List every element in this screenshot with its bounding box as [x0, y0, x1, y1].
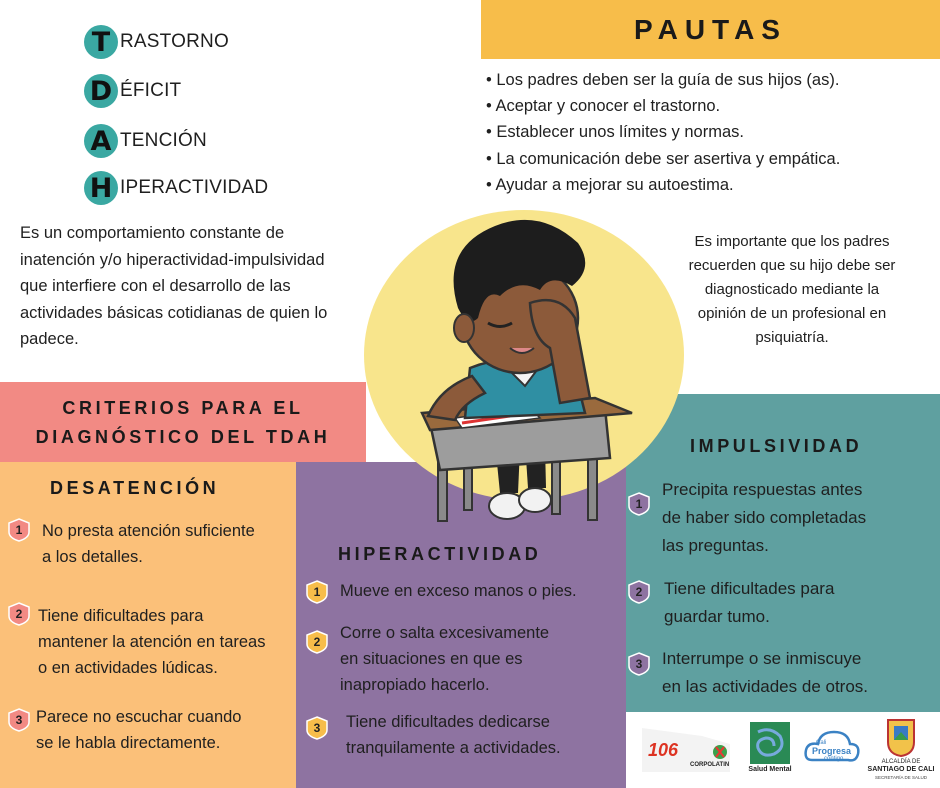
impulsividad-item-3: [662, 645, 868, 701]
number-badge-icon: [8, 518, 30, 542]
acronym-letter: H: [84, 171, 118, 205]
alcaldia-cali-logo: [866, 718, 936, 786]
pautas-item: • Los padres deben ser la guía de sus hijos (as).: [486, 67, 936, 93]
item-line: las preguntas.: [662, 536, 769, 555]
cali-progresa-logo: [804, 726, 860, 776]
acronym-word: ÉFICIT: [120, 80, 182, 101]
badge-number: 1: [635, 497, 643, 511]
definition-line: inatención y/o hiperactividad-impulsividad: [20, 250, 325, 269]
acronym-row-d: [84, 73, 181, 109]
item-line: en situaciones en que es: [340, 650, 523, 668]
badge-number: 1: [313, 585, 321, 599]
badge-number: 2: [313, 635, 321, 649]
pautas-item: • La comunicación debe ser asertiva y empática.: [486, 146, 936, 172]
item-line: se le habla directamente.: [36, 734, 221, 752]
number-badge-icon: [628, 580, 650, 604]
criterios-title: [0, 394, 366, 452]
impulsividad-title: IMPULSIVIDAD: [690, 436, 863, 456]
item-line: inapropiado hacerlo.: [340, 676, 490, 694]
hiperactividad-title: HIPERACTIVIDAD: [338, 544, 542, 564]
hiperactividad-item-1: [340, 578, 577, 604]
note-line: diagnosticado mediante la: [704, 281, 880, 298]
criterios-line: CRITERIOS PARA EL: [62, 398, 304, 418]
item-line: a los detalles.: [42, 548, 143, 566]
item-line: Corre o salta excesivamente: [340, 624, 550, 642]
definition-line: Es un comportamiento constante de: [20, 224, 285, 242]
item-line: Tiene dificultades para: [38, 607, 204, 625]
definition-line: que interfiere con el desarrollo de las: [20, 277, 291, 295]
desatencion-title: DESATENCIÓN: [50, 478, 220, 498]
logo-text: SECRETARÍA DE SALUD: [875, 775, 927, 780]
acronym-letter: D: [84, 74, 118, 108]
acronym-word: IPERACTIVIDAD: [120, 177, 269, 198]
acronym-row-a: [84, 123, 207, 159]
number-badge-icon: [8, 602, 30, 626]
impulsividad-item-2: [664, 575, 834, 631]
acronym-letter: A: [84, 124, 118, 158]
logo-text: Cali: [816, 740, 827, 746]
item-line: o en actividades lúdicas.: [38, 659, 218, 677]
logo-text: 106: [648, 740, 679, 760]
acronym-word: RASTORNO: [120, 31, 229, 52]
item-line: Parece no escuchar cuando: [36, 708, 242, 726]
note-line: recuerden que su hijo debe ser: [688, 257, 896, 274]
item-line: mantener la atención en tareas: [38, 633, 266, 651]
definition-line: padece.: [20, 330, 79, 348]
item-line: Precipita respuestas antes: [662, 480, 863, 499]
salud-mental-logo-icon: [746, 722, 794, 768]
logo-text: SANTIAGO DE CALI: [867, 766, 935, 773]
number-badge-icon: [628, 652, 650, 676]
item-line: No presta atención suficiente: [42, 522, 255, 540]
logo-text: Progresa: [812, 746, 852, 756]
item-line: Interrumpe o se inmiscuye: [662, 649, 862, 668]
hiperactividad-item-3: [346, 709, 561, 761]
desatencion-item-2: [38, 603, 265, 681]
logo-text: CORPOLATIN: [690, 762, 730, 768]
impulsividad-item-1: [662, 476, 866, 560]
pautas-item: • Ayudar a mejorar su autoestima.: [486, 172, 936, 198]
number-badge-icon: [306, 580, 328, 604]
logo-text: ALCALDÍA DE: [881, 759, 921, 765]
item-line: Tiene dificultades para: [664, 579, 835, 598]
desatencion-item-1: [42, 518, 255, 570]
definition-text: [20, 220, 370, 353]
acronym-word: TENCIÓN: [120, 130, 207, 151]
item-line: tranquilamente a actividades.: [346, 739, 561, 757]
hiperactividad-item-2: [340, 620, 549, 698]
item-line: guardar tumo.: [664, 607, 770, 626]
number-badge-icon: [306, 716, 328, 740]
item-line: Tiene dificultades dedicarse: [346, 713, 550, 731]
tired-boy-illustration: [400, 208, 650, 528]
number-badge-icon: [628, 492, 650, 516]
badge-number: 1: [15, 523, 23, 537]
note-line: opinión de un profesional en: [697, 305, 887, 322]
badge-number: 3: [313, 721, 321, 735]
corpolatin-logo: [640, 722, 736, 778]
desatencion-item-3: [36, 704, 241, 756]
pautas-title: PAUTAS: [481, 0, 940, 59]
item-line: en las actividades de otros.: [662, 677, 869, 696]
acronym-row-t: [84, 24, 229, 60]
pautas-item: • Aceptar y conocer el trastorno.: [486, 93, 936, 119]
badge-number: 2: [635, 585, 643, 599]
acronym-row-h: [84, 170, 268, 206]
acronym-letter: T: [84, 25, 118, 59]
note-line: Es importante que los padres: [694, 233, 890, 250]
salud-mental-logo: [746, 722, 794, 778]
badge-number: 3: [15, 713, 23, 727]
badge-number: 2: [15, 607, 23, 621]
psychiatry-note: [664, 230, 920, 350]
logo-text: contigo: [824, 756, 844, 762]
note-line: psiquiatría.: [755, 329, 829, 346]
criterios-line: DIAGNÓSTICO DEL TDAH: [35, 427, 331, 447]
definition-line: actividades básicas cotidianas de quien lo: [20, 303, 328, 322]
logo-text: Salud Mental: [748, 766, 792, 773]
number-badge-icon: [8, 708, 30, 732]
number-badge-icon: [306, 630, 328, 654]
pautas-list: [486, 67, 936, 198]
pautas-item: • Establecer unos límites y normas.: [486, 119, 936, 145]
item-line: Mueve en exceso manos o pies.: [340, 582, 577, 600]
item-line: de haber sido completadas: [662, 508, 867, 527]
coat-of-arms-icon: [866, 718, 936, 758]
badge-number: 3: [635, 657, 643, 671]
